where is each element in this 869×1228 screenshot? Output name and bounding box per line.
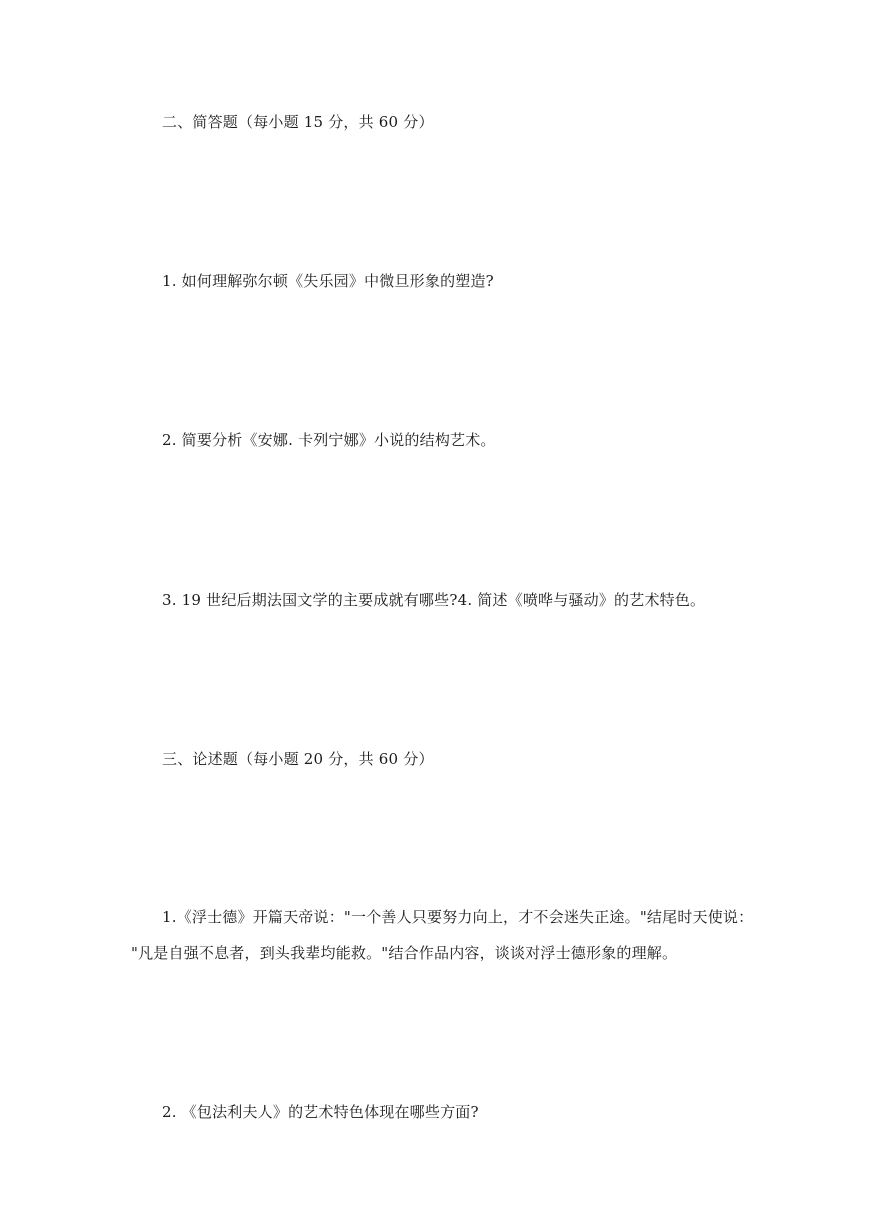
short-answer-question-1: 1. 如何理解弥尔顿《失乐园》中微旦形象的塑造?: [162, 272, 494, 290]
essay-question-1-line-2: "凡是自强不息者，到头我辈均能救。"结合作品内容，谈谈对浮士德形象的理解。: [131, 944, 678, 962]
short-answer-question-3-4: 3. 19 世纪后期法国文学的主要成就有哪些?4. 简述《喷哗与骚动》的艺术特色。: [162, 591, 706, 609]
essay-question-2: 2. 《包法利夫人》的艺术特色体现在哪些方面?: [162, 1103, 479, 1121]
section-heading-essay: 三、论述题（每小题 20 分，共 60 分）: [162, 750, 434, 768]
short-answer-question-2: 2. 简要分析《安娜. 卡列宁娜》小说的结构艺术。: [162, 431, 496, 449]
essay-question-1-line-1: 1.《浮士德》开篇天帝说："一个善人只要努力向上，才不会迷失正途。"结尾时天使说：: [162, 908, 754, 926]
section-heading-short-answer: 二、简答题（每小题 15 分，共 60 分）: [162, 113, 434, 131]
